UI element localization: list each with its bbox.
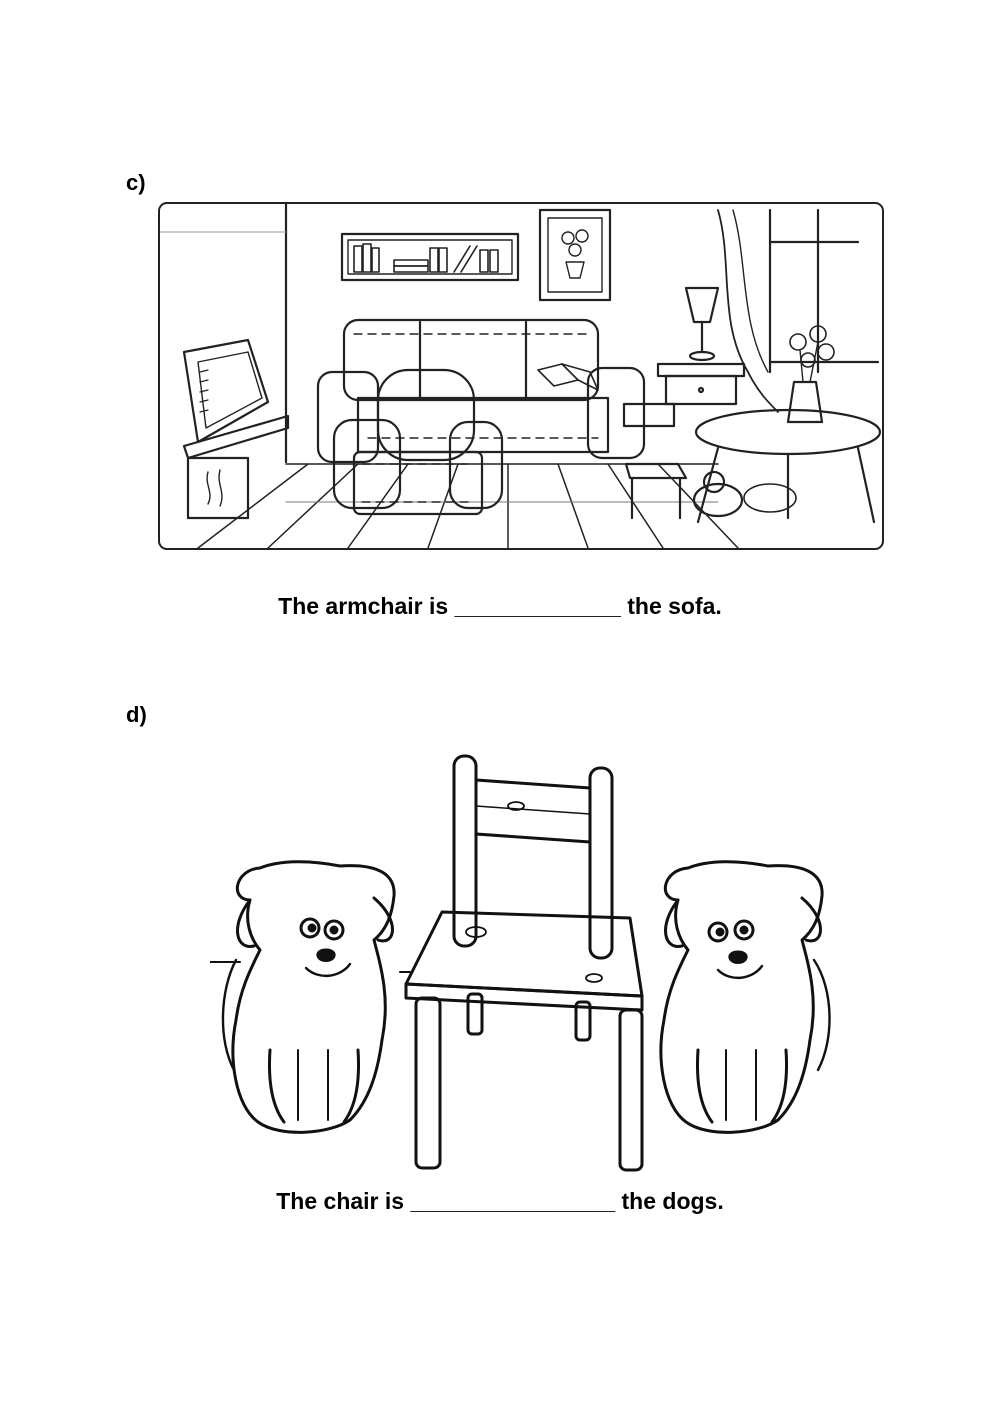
exercise-c-label: c) — [126, 170, 146, 195]
exercise-d-label: d) — [126, 702, 147, 727]
chair-between-dogs-illustration-icon — [210, 750, 850, 1180]
exercise-d-sentence: The chair is ________________ the dogs. — [276, 1188, 724, 1214]
exercise-c-sentence: The armchair is _____________ the sofa. — [278, 593, 722, 619]
living-room-illustration-icon — [158, 202, 884, 552]
